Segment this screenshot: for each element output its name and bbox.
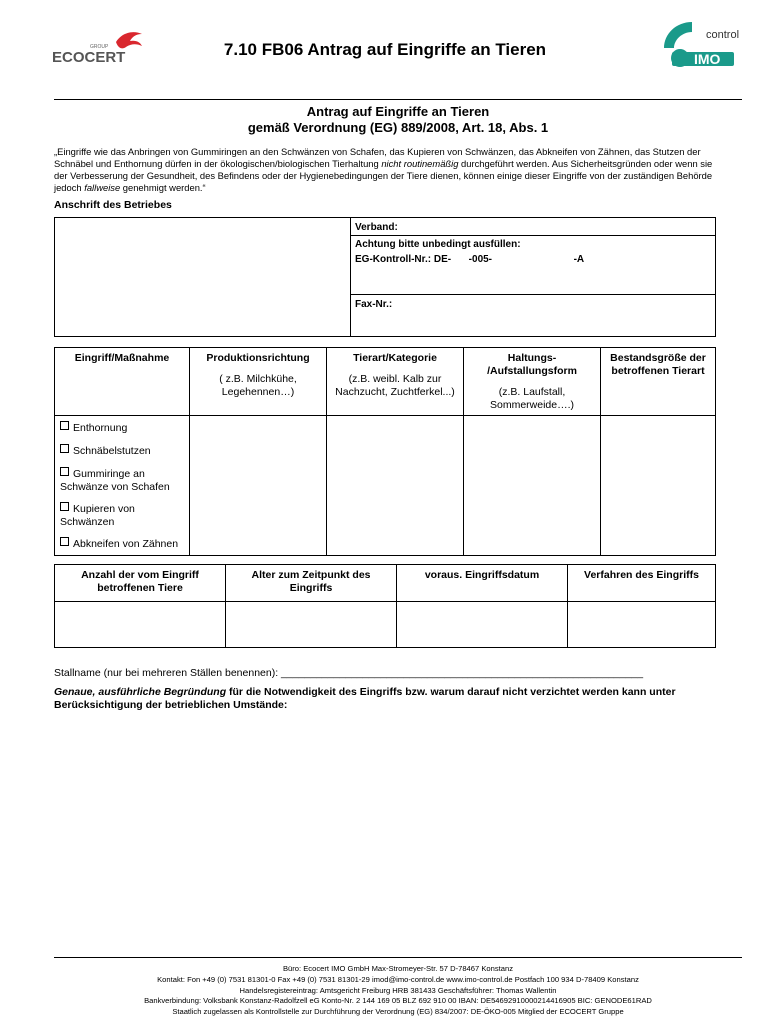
measure-label: Enthornung — [73, 422, 128, 434]
col-alter-title: Alter zum Zeitpunkt des Eingriffs — [251, 569, 371, 594]
kontroll-mid: -005- — [468, 254, 493, 265]
verband-label: Verband: — [355, 222, 398, 233]
col-tierart — [327, 348, 464, 416]
subtitle-line-2: gemäß Verordnung (EG) 889/2008, Art. 18, Abs. 1 — [247, 120, 549, 135]
kontroll-block — [351, 236, 715, 271]
address-field[interactable] — [55, 218, 351, 337]
datum-input[interactable] — [397, 602, 568, 648]
kontroll-nr-field[interactable] — [351, 236, 716, 295]
intro-text-1: „Eingriffe wie das Anbringen von Gummiringen an den Schwänzen von Schafen, das Kupieren von Schwänzen, das Abkneifen von Zähnen, das Stutzen der Schnäbel und Enthornung dürfen in der ökologischen/biologischen Tierhaltung — [54, 146, 701, 169]
checkbox-icon[interactable] — [60, 444, 69, 453]
measure-label: Kupieren von Schwänzen — [60, 503, 135, 528]
measures-cell — [55, 416, 190, 556]
intro-italic-1: nicht routinemäßig — [381, 158, 459, 169]
col-bestand-title: Bestandsgröße der betroffenen Tierart — [610, 352, 706, 377]
col-bestand — [601, 348, 716, 416]
col-datum-title: voraus. Eingriffsdatum — [424, 569, 540, 581]
verband-field[interactable] — [351, 218, 716, 236]
footer-line-3: Handelsregistereintrag: Amtsgericht Freiburg HRB 381433 Geschäftsführer: Thomas Wallentin — [239, 985, 557, 995]
haltung-input[interactable] — [464, 416, 601, 556]
produktion-input[interactable] — [190, 416, 327, 556]
measure-label: Abkneifen von Zähnen — [73, 538, 179, 550]
imo-text: IMO — [694, 51, 721, 67]
ecocert-name-text: ECOCERT — [52, 49, 126, 66]
col-haltung-hint: (z.B. Laufstall, Sommerweide….) — [489, 386, 575, 411]
kontroll-prefix: EG-Kontroll-Nr.: DE- — [355, 254, 452, 265]
address-table — [54, 217, 716, 337]
intro-text-3: genehmigt werden.“ — [120, 182, 206, 193]
intro-text-2: durchgeführt werden. Aus Sicherheitsgründen oder wenn sie der Verbesserung der Gesundheit, des Befindens oder der Hygienebedingungen der Tiere dienen, können einige dieser Eingriffe von der zuständigen Behörde jedoch — [54, 158, 713, 193]
checkbox-icon[interactable] — [60, 502, 69, 511]
stallname-field[interactable]: Stallname (nur bei mehreren Ställen benennen): ______________________________________________________________ — [54, 667, 644, 679]
col-tierart-hint: (z.B. weibl. Kalb zur Nachzucht, Zuchtferkel...) — [335, 373, 455, 398]
document-title: 7.10 FB06 Antrag auf Eingriffe an Tieren — [223, 40, 547, 59]
ecocert-group-text: GROUP — [90, 44, 109, 50]
intro-italic-2: fallweise — [84, 182, 121, 193]
header-divider — [54, 99, 742, 100]
fax-label: Fax-Nr.: — [355, 299, 393, 310]
bestand-input[interactable] — [601, 416, 716, 556]
measure-item[interactable] — [55, 419, 189, 438]
col-alter — [226, 565, 397, 602]
measure-label: Gummiringe an Schwänze von Schafen — [60, 468, 170, 493]
intro-paragraph — [54, 146, 720, 194]
intervention-table — [54, 347, 716, 556]
ecocert-logo — [50, 28, 150, 68]
fax-field[interactable] — [351, 295, 716, 337]
alter-input[interactable] — [226, 602, 397, 648]
footer-divider — [54, 957, 742, 958]
col-produktion-title: Produktionsrichtung — [206, 352, 310, 364]
achtung-label: Achtung bitte unbedingt ausfüllen: — [355, 239, 521, 250]
checkbox-icon[interactable] — [60, 421, 69, 430]
address-label: Anschrift des Betriebes — [54, 199, 172, 211]
col-datum — [397, 565, 568, 602]
checkbox-icon[interactable] — [60, 467, 69, 476]
tierart-input[interactable] — [327, 416, 464, 556]
col-eingriff — [55, 348, 190, 416]
col-anzahl — [55, 565, 226, 602]
col-haltung — [464, 348, 601, 416]
footer-line-5: Staatlich zugelassen als Kontrollstelle zur Durchführung der Verordnung (EG) 834/2007: DE-ÖKO-005 Mitglied der ECOCERT Gruppe — [172, 1007, 624, 1017]
verfahren-input[interactable] — [568, 602, 716, 648]
measure-item[interactable] — [55, 500, 189, 532]
footer — [54, 964, 742, 1018]
procedure-table — [54, 564, 716, 648]
col-produktion-hint: ( z.B. Milchkühe, Legehennen…) — [219, 373, 297, 398]
col-tierart-title: Tierart/Kategorie — [353, 352, 437, 364]
kontroll-nr-line — [355, 252, 711, 267]
kontroll-suffix: -A — [573, 254, 585, 265]
imo-logo — [660, 18, 742, 68]
form-subtitle — [54, 104, 742, 136]
measure-item[interactable] — [55, 442, 189, 461]
col-anzahl-title: Anzahl der vom Eingriff betroffenen Tiere — [81, 569, 199, 594]
col-verfahren-title: Verfahren des Eingriffs — [584, 569, 699, 581]
footer-line-2: Kontakt: Fon +49 (0) 7531 81301-0 Fax +49 (0) 7531 81301-29 imod@imo-control.de www.imo-control.de Postfach 100 934 D-78409 Konstanz — [157, 974, 639, 984]
col-verfahren — [568, 565, 716, 602]
col-eingriff-title: Eingriff/Maßnahme — [74, 352, 170, 364]
anzahl-input[interactable] — [55, 602, 226, 648]
footer-line-4: Bankverbindung: Volksbank Konstanz-Radolfzell eG Konto-Nr. 2 144 169 05 BLZ 692 910 00 IBAN: DE54692910000214416905 BIC: GENODE61RAD — [144, 996, 652, 1006]
measure-label: Schnäbelstutzen — [73, 445, 151, 457]
justification-text: für die Notwendigkeit des Eingriffs bzw. warum darauf nicht verzichtet werden kann unter Berücksichtigung der betrieblichen Umstände: — [54, 686, 676, 711]
imo-control-text: control — [706, 29, 740, 41]
col-produktionsrichtung — [190, 348, 327, 416]
footer-line-1: Büro: Ecocert IMO GmbH Max-Stromeyer-Str. 57 D-78467 Konstanz — [282, 964, 513, 973]
justification-prompt — [54, 686, 734, 712]
justification-italic: Genaue, ausführliche Begründung — [54, 686, 227, 698]
measure-item[interactable] — [55, 535, 189, 554]
subtitle-line-1: Antrag auf Eingriffe an Tieren — [306, 104, 490, 119]
measure-item[interactable] — [55, 465, 189, 497]
checkbox-icon[interactable] — [60, 537, 69, 546]
col-haltung-title: Haltungs- /Aufstallungsform — [487, 352, 577, 377]
